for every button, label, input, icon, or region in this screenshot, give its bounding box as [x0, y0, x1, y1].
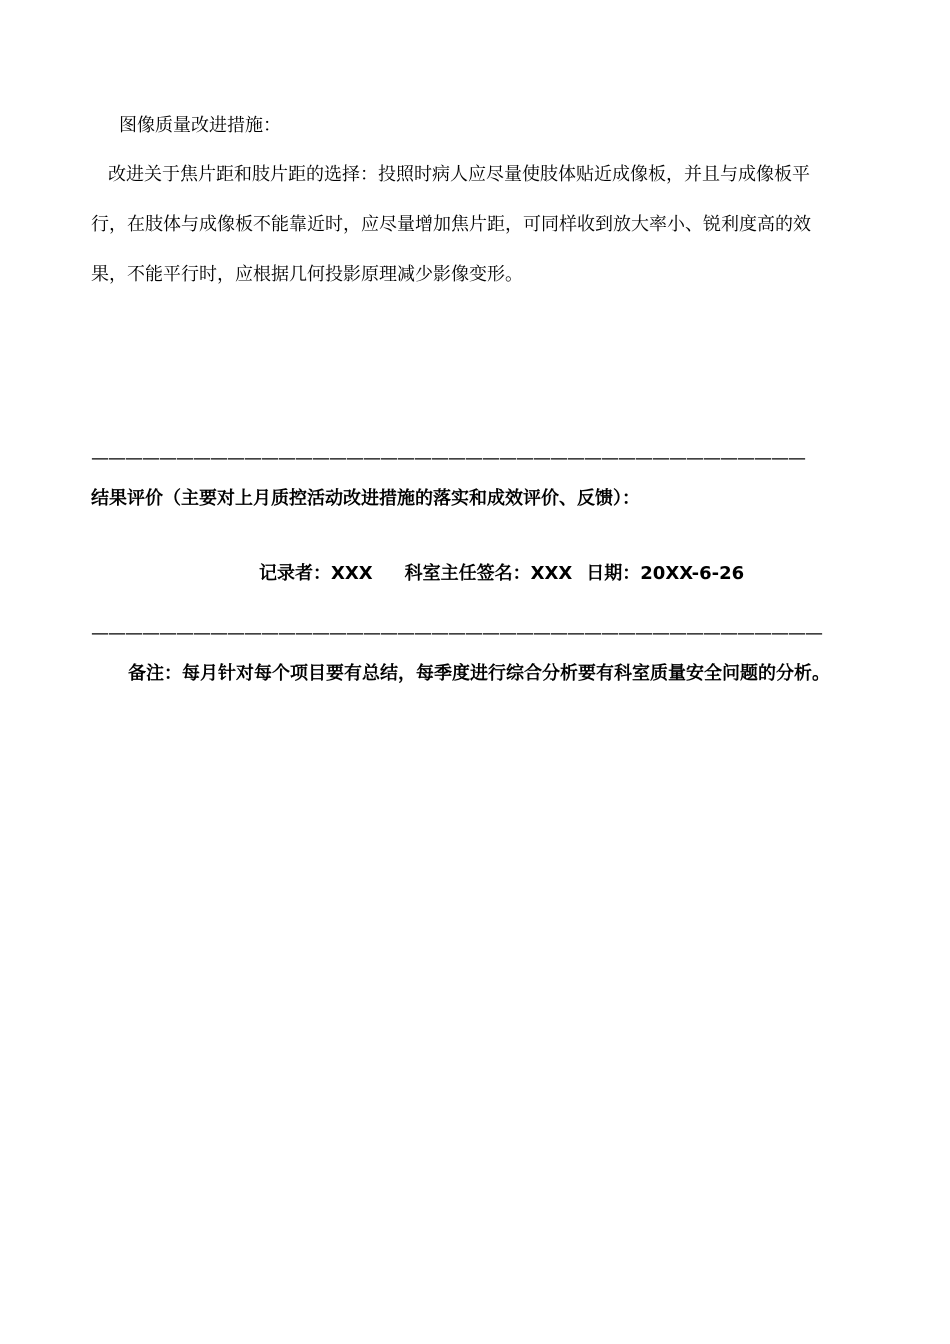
date-field: 日期：20XX-6-26 [586, 563, 745, 584]
result-evaluation-label: 结果评价（主要对上月质控活动改进措施的落实和成效评价、反馈）： [91, 488, 640, 509]
paragraph-line: 改进关于焦片距和肢片距的选择：投照时病人应尽量使肢体贴近成像板，并且与成像板平 [108, 164, 810, 185]
remark-note: 备注：每月针对每个项目要有总结，每季度进行综合分析要有科室质量安全问题的分析。 [128, 663, 830, 684]
separator-line: —————————————————————————————————————————— [91, 448, 805, 469]
director-signature-field: 科室主任签名：XXX [404, 563, 573, 584]
signature-line [259, 562, 744, 586]
paragraph-line: 行，在肢体与成像板不能靠近时，应尽量增加焦片距，可同样收到放大率小、锐利度高的效 [91, 214, 811, 235]
paragraph-line: 果，不能平行时，应根据几何投影原理减少影像变形。 [91, 264, 523, 285]
improvement-heading: 图像质量改进措施： [119, 115, 281, 136]
separator-line: ——————————————————————————————————————————— [91, 623, 822, 644]
recorder-field: 记录者：XXX [259, 563, 373, 584]
